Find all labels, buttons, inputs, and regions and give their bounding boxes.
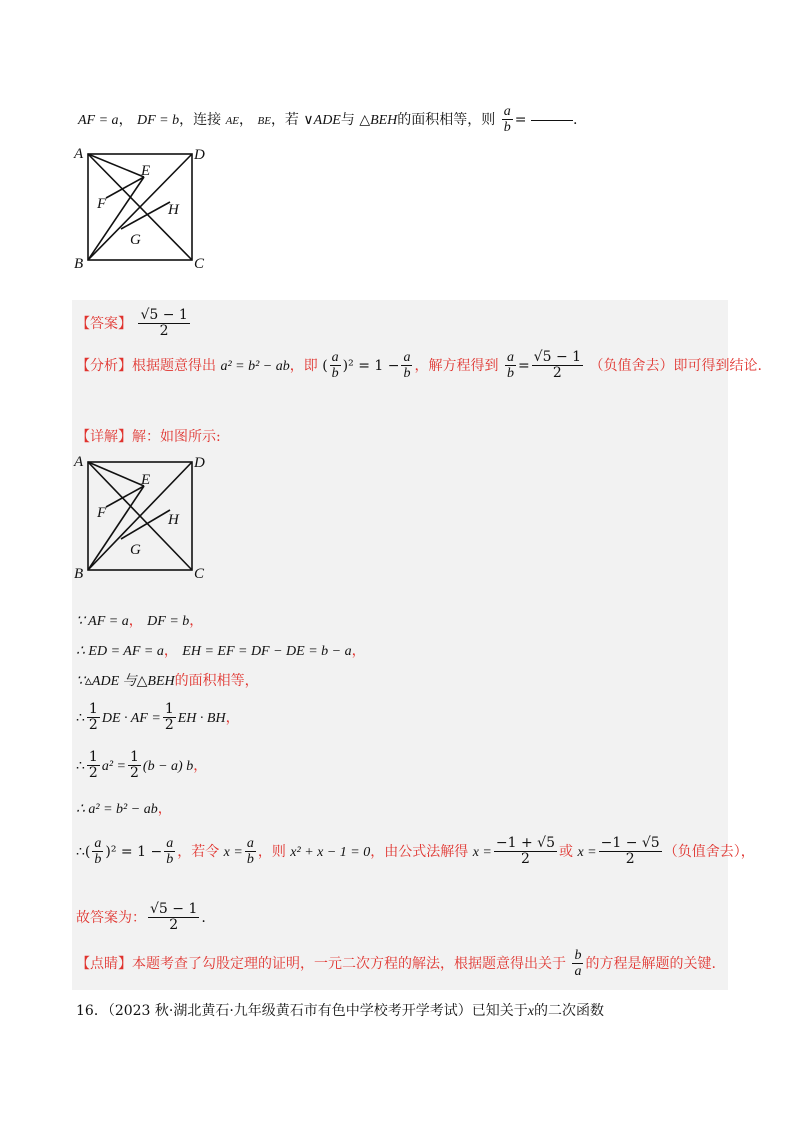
label-g: G	[130, 232, 141, 248]
if-text: ，若	[270, 111, 299, 128]
analysis-line: 【分析】根据题意得出 a² = b² − ab，即 ( $\frac{a}{b}$ )² = 1 − $\frac{a}{b}$ ，解方程得到 $\frac{a}{b}$ = $\frac{√5 - 1}{2}$ （负值舍去）即可得到结论.	[76, 349, 762, 382]
svg-text:D: D	[194, 455, 205, 471]
problem-statement: AF = a， DF = b，连接 AE， BE，若 ∨ADE与 △BEH的面积相等，则 $\frac{a}{b}$ = .	[78, 104, 578, 136]
detail-line-2: ∴ ED = AF = a， EH = EF = DF − DE = b − a，	[76, 643, 366, 659]
answer-value: $\frac{√5 - 1}{2}$	[140, 307, 188, 340]
label-f: F	[97, 196, 107, 212]
connect-text: ，连接	[179, 111, 222, 128]
svg-text:G: G	[130, 542, 141, 558]
label-h: H	[168, 202, 179, 218]
label-c: C	[194, 256, 205, 272]
answer-tag: 【答案】	[76, 315, 132, 332]
svg-text:C: C	[194, 566, 205, 580]
svg-text:A: A	[74, 454, 84, 470]
with-text: 与	[340, 111, 355, 128]
equal-text: 的面积相等，则	[397, 111, 496, 128]
be-label: BE	[257, 114, 271, 127]
detail-line-4: ∴ $\frac{1}{2}$ DE · AF = $\frac{1}{2}$ EH · BH，	[76, 701, 240, 734]
triangle-ade: ∨ADE	[303, 112, 341, 128]
analysis-tag: 【分析】	[76, 357, 132, 374]
answer-blank	[531, 119, 573, 121]
detail-line-1: ∵ AF = a， DF = b，	[76, 613, 204, 629]
label-e: E	[141, 163, 151, 179]
comment-tag: 【点睛】	[76, 955, 132, 972]
triangle-beh: △BEH	[359, 112, 398, 128]
detail-line-8: 故答案为： $\frac{√5 - 1}{2}$ .	[76, 901, 206, 934]
answer-line	[76, 308, 192, 340]
geometry-figure-1	[72, 142, 212, 272]
svg-text:B: B	[74, 566, 84, 580]
comment-line: 【点睛】本题考查了勾股定理的证明，一元二次方程的解法，根据题意得出关于 $\frac{b}{a}$ 的方程是解题的关键.	[76, 948, 716, 980]
label-a: A	[74, 146, 84, 162]
geometry-figure-2	[72, 450, 212, 580]
detail-line-7: ∴( $\frac{a}{b}$ )² = 1 − $\frac{a}{b}$ ，若令 x = $\frac{a}{b}$ ，则 x² + x − 1 = 0，由公式法解得 x = $\frac{-1 + √5}{2}$ 或 x = $\frac{-1 - √5}{2}$ （负值舍去），	[76, 835, 755, 868]
detail-line-6: ∴ a² = b² − ab，	[76, 801, 172, 817]
svg-text:F: F	[97, 505, 107, 521]
ae-label: AE	[225, 114, 240, 127]
label-b: B	[74, 256, 84, 272]
af-eq: AF = a	[78, 112, 119, 128]
df-eq: DF = b	[137, 112, 180, 128]
detail-tag: 【详解】	[76, 429, 132, 445]
detail-intro: 【详解】解：如图所示:	[76, 429, 221, 445]
detail-line-5: ∴ $\frac{1}{2}$ a² = $\frac{1}{2}$ (b − a) b，	[76, 749, 208, 782]
svg-text:H: H	[168, 512, 179, 528]
svg-text:E: E	[141, 472, 151, 488]
label-d: D	[194, 147, 205, 163]
detail-line-3: ∵▵ADE 与△BEH的面积相等，	[76, 673, 259, 689]
a-over-b: $\frac{a}{b}$	[503, 104, 511, 136]
next-problem: 16．（2023 秋·湖北黄石·九年级黄石市有色中学校考开学考试）已知关于x的二次函数	[76, 1003, 605, 1019]
analysis-eq1: a² = b² − ab	[220, 358, 290, 374]
